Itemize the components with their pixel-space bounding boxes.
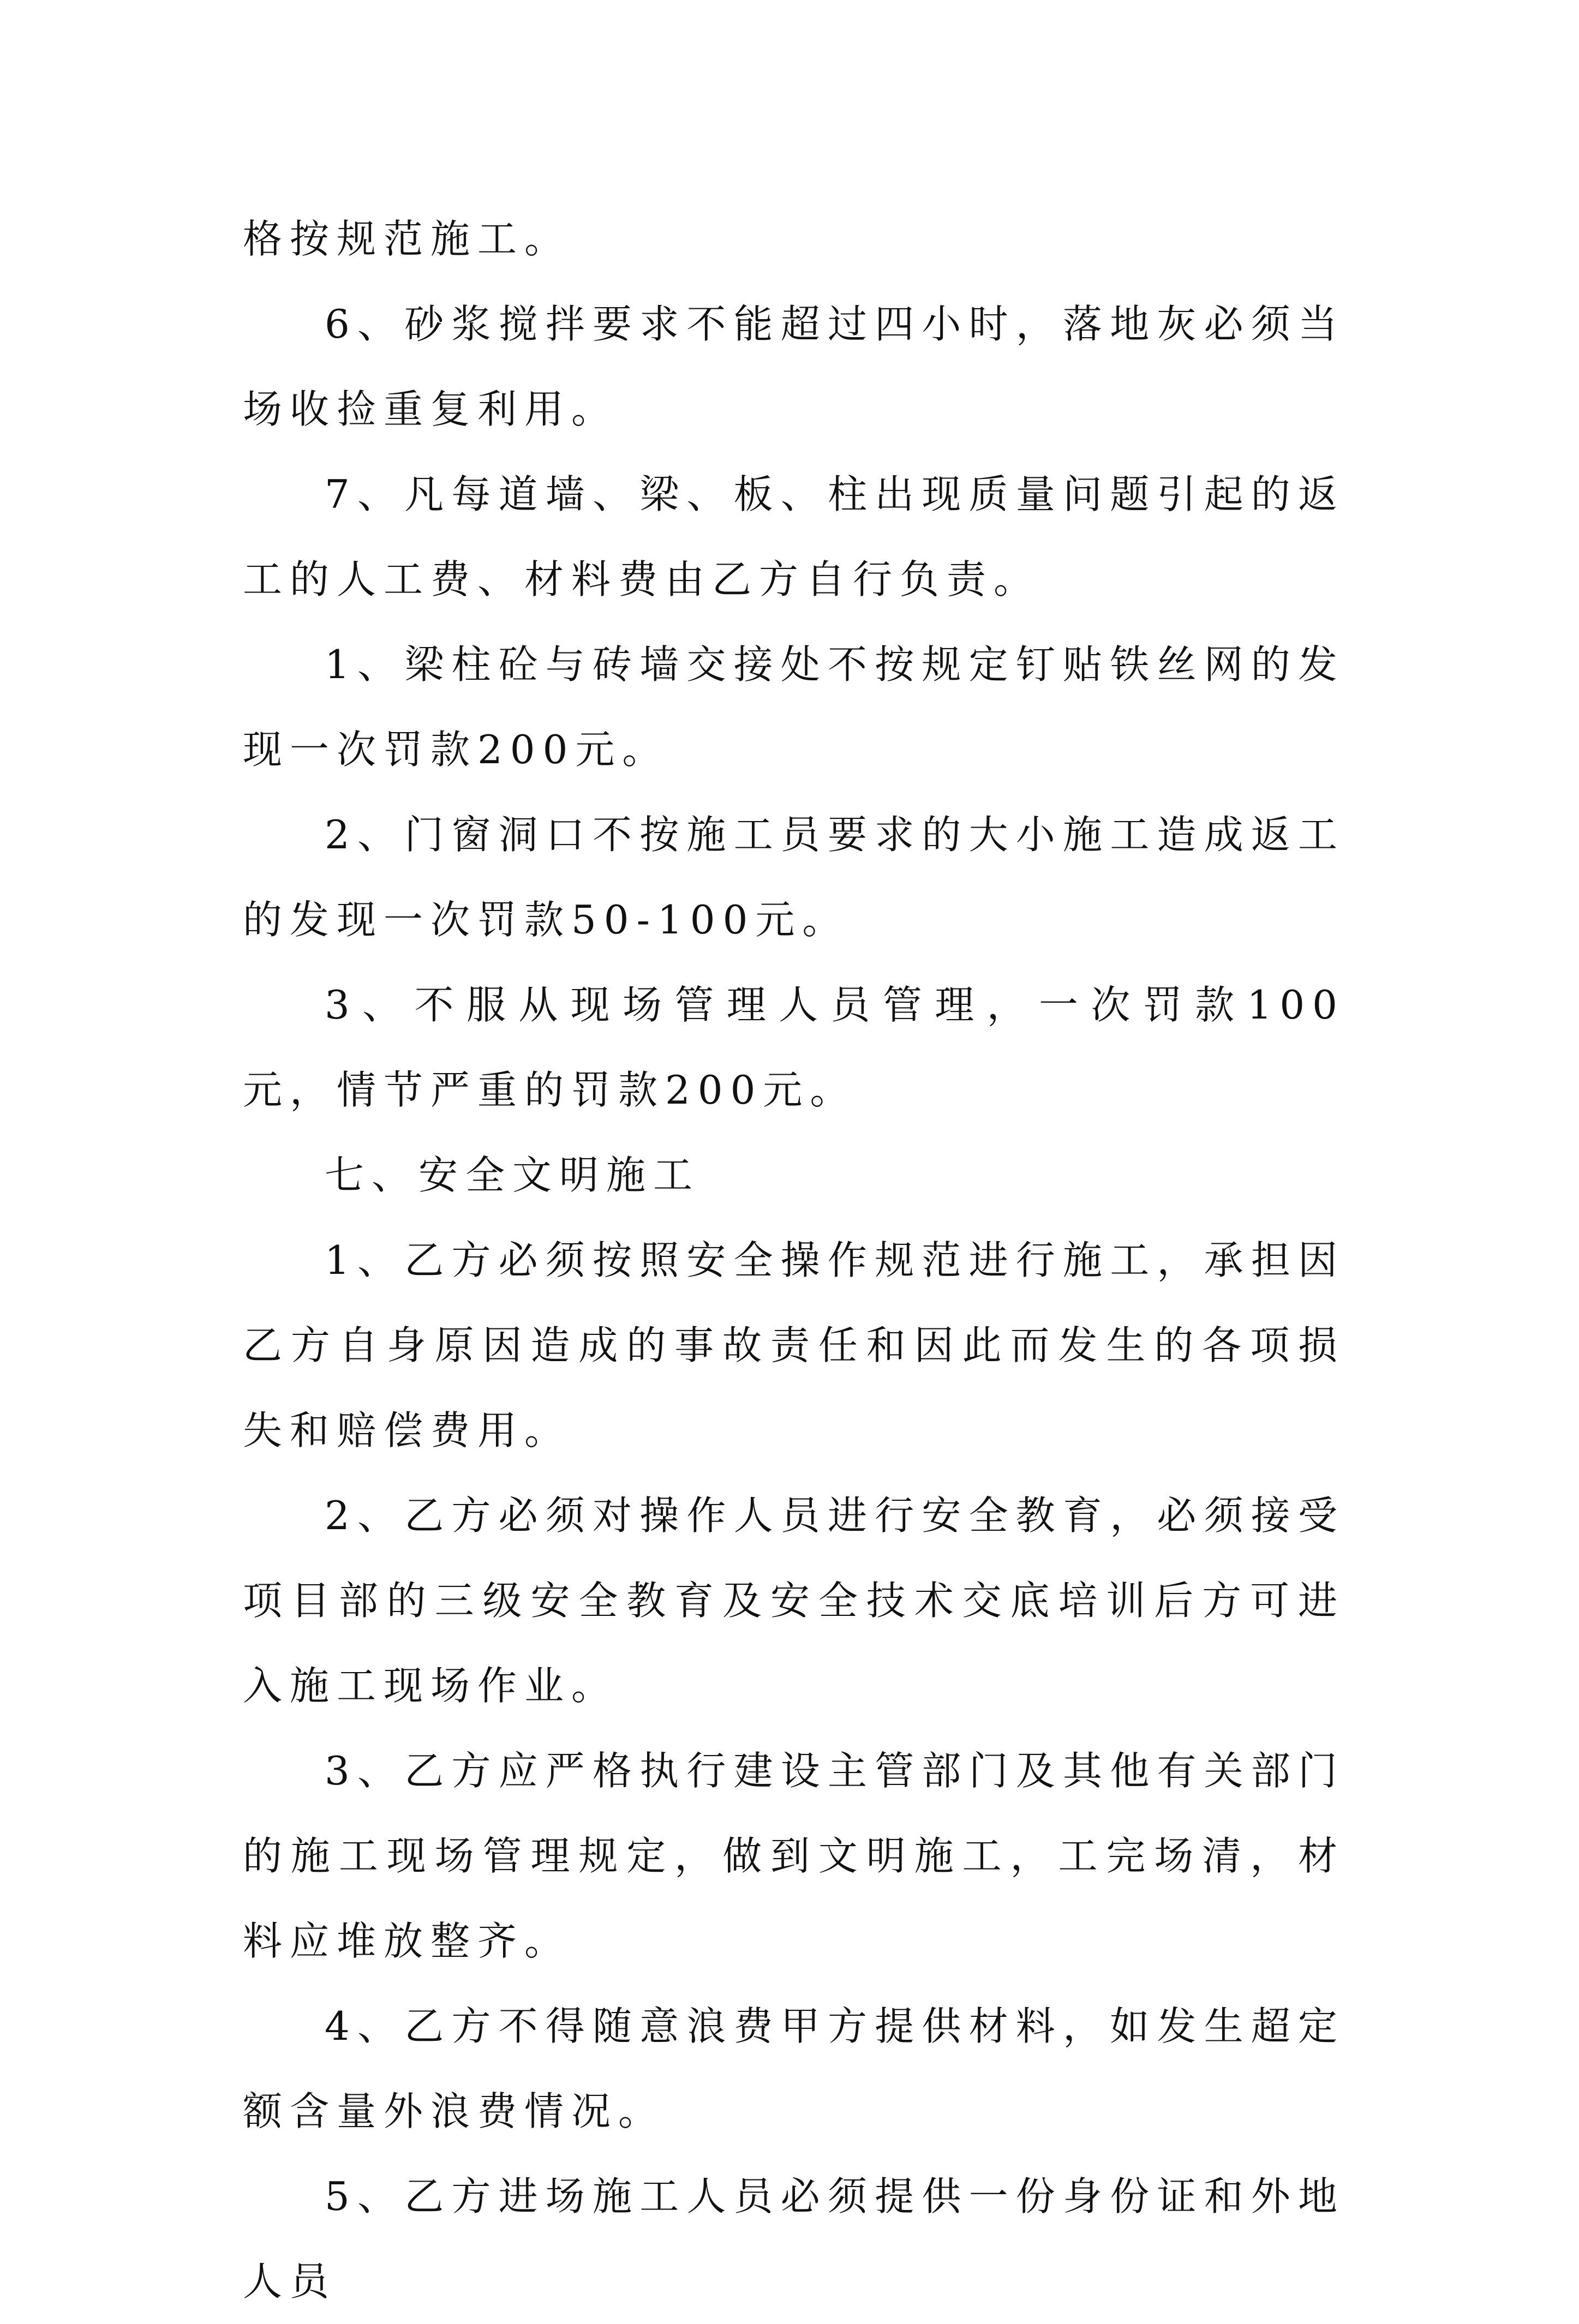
section-heading-safety: 七、安全文明施工: [325, 1152, 701, 1198]
paragraph-safety-2: 2、乙方必须对操作人员进行安全教育，必须接受项目部的三级安全教育及安全技术交底培训后方可进入施工现场作业。: [243, 1493, 1345, 1709]
paragraph-penalty-3: 3、不服从现场管理人员管理，一次罚款100元，情节严重的罚款200元。: [243, 982, 1345, 1113]
paragraph-continuation: 格按规范施工。: [243, 216, 572, 262]
paragraph-safety-3: 3、乙方应严格执行建设主管部门及其他有关部门的施工现场管理规定，做到文明施工，工完场清，材料应堆放整齐。: [243, 1748, 1345, 1964]
paragraph-safety-4: 4、乙方不得随意浪费甲方提供材料，如发生超定额含量外浪费情况。: [243, 2003, 1345, 2134]
paragraph-penalty-1: 1、梁柱砼与砖墙交接处不按规定钉贴铁丝网的发现一次罚款200元。: [243, 642, 1345, 772]
document-body: [243, 196, 1345, 2324]
paragraph-item-7: 7、凡每道墙、梁、板、柱出现质量问题引起的返工的人工费、材料费由乙方自行负责。: [243, 471, 1345, 602]
paragraph-penalty-2: 2、门窗洞口不按施工员要求的大小施工造成返工的发现一次罚款50-100元。: [243, 812, 1345, 943]
paragraph-item-6: 6、砂浆搅拌要求不能超过四小时，落地灰必须当场收捡重复利用。: [243, 301, 1345, 432]
paragraph-safety-5: 5、乙方进场施工人员必须提供一份身份证和外地人员: [243, 2173, 1345, 2304]
paragraph-safety-1: 1、乙方必须按照安全操作规范进行施工，承担因乙方自身原因造成的事故责任和因此而发生的各项损失和赔偿费用。: [243, 1237, 1345, 1453]
